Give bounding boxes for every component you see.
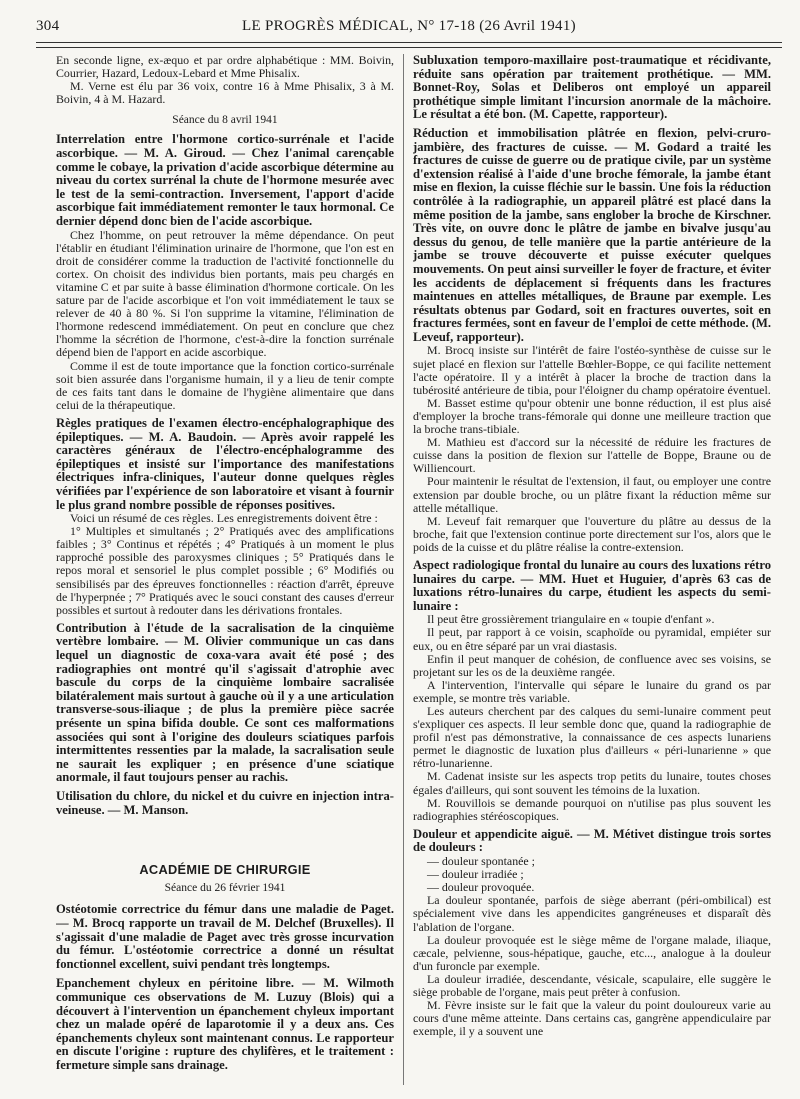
section-heading-academie: ACADÉMIE DE CHIRURGIE bbox=[139, 862, 311, 878]
paragraph: 1° Multiples et simultanés ; 2° Pratiqués avec des amplifications faibles ; 3° Continus et répétés ; 4° Pratiqués à un moment le plus rapproché possible des paroxysmes cliniques ; 5° Pratiqués dans le repos moral et sensoriel le plus complet possible ; 6° Modifiés ou sensibilisés par des épreuves fonctionnelles : réaction d'arrêt, épreuve de l'hyperpnée ; 7° Pratiqués avec le souci constant des causes d'erreur possibles et surtout à redouter dans les dérivations frontales. bbox=[56, 524, 394, 617]
paragraph: Enfin il peut manquer de cohésion, de confluence avec ses voisins, se projetant sur les os de la deuxième rangée. bbox=[413, 651, 771, 679]
article-eeg-epileptiques: Règles pratiques de l'examen électro-encéphalographique des épileptiques. — M. A. Baudoin. — Après avoir rappelé les caractères généraux de l'électro-encéphalogramme des épileptiques et insisté sur l'importance des manifestations électriques infra-cliniques, l'auteur donne quelques règles vérifiées par l'expérience de son laboratoire et visant à fournir le plus grand nombre possible de réponses positives. bbox=[56, 415, 394, 512]
list-item: — douleur spontanée ; bbox=[427, 854, 535, 869]
list-item: — douleur irradiée ; bbox=[427, 867, 524, 882]
paragraph: La douleur irradiée, descendante, vésicale, scapulaire, elle suggère le siège probable de l'organe, mais peut prêter à confusion. bbox=[413, 971, 771, 999]
paragraph: Pour maintenir le résultat de l'extension, il faut, ou employer une contre extension par double broche, ou un plâtre fixant la réduction même sur attelle métallique. bbox=[413, 474, 771, 515]
article-subluxation: Subluxation temporo-maxillaire post-traumatique et récidivante, réduite sans opération par traitement prothétique. — MM. Bonnet-Roy, Solas et Deliberos ont employé un appareil prothétique simple limitant l'incursion anormale de la mâchoire. Le résultat a été bon. (M. Capette, rapporteur). bbox=[413, 54, 771, 122]
paragraph: Voici un résumé de ces règles. Les enregistrements doivent être : bbox=[70, 511, 378, 526]
seance-date: Séance du 8 avril 1941 bbox=[172, 114, 278, 127]
election-paragraph: M. Verne est élu par 36 voix, contre 16 à Mme Phisalix, 3 à M. Boivin, 4 à M. Hazard. bbox=[56, 79, 394, 107]
paragraph: M. Mathieu est d'accord sur la nécessité de réduire les fractures de cuisse dans la position de flexion sur l'attelle de Boppe, Braune ou de Williencourt. bbox=[413, 435, 771, 476]
article-lunaire-carpe: Aspect radiologique frontal du lunaire au cours des luxations rétro lunaires du carpe. — MM. Huet et Huguier, d'après 63 cas de luxations rétro-lunaires du carpe, étudient les aspects du semi-lunaire : bbox=[413, 557, 771, 613]
paragraph: Chez l'homme, on peut retrouver la même dépendance. On peut l'établir en étudiant l'élimination urinaire de l'hormone, que l'on est en droit de considérer comme la traduction de l'activité fonctionnelle du cortex. On choisit des individus bien portants, mais peu chargés en vitamine C et par suite à basse élimination d'hormone corticale. On les sature par de l'acide ascorbique et l'on voit immédiatement le taux se relever de 40 à 80 %. Si l'on supprime la vitamine, l'élimination de l'hormone redescend immédiatement. On peut en conclure que chez l'homme la sécrétion de l'hormone, c'est-à-dire la fonction surrénale dépend bien de l'apport en acide ascorbique. bbox=[56, 227, 394, 360]
paragraph: La douleur spontanée, parfois de siège aberrant (péri-ombilical) est spécialement vive dans les appendicites gangréneuses et disparaît dès l'ablation de l'organe. bbox=[413, 893, 771, 934]
paragraph: A l'intervention, l'intervalle qui sépare le lunaire du grand os par exemple, se montre très variable. bbox=[413, 677, 771, 705]
seance-date: Séance du 26 février 1941 bbox=[164, 882, 286, 895]
article-appendicite: Douleur et appendicite aiguë. — M. Métivet distingue trois sortes de douleurs : bbox=[413, 826, 771, 855]
paragraph: M. Basset estime qu'pour obtenir une bonne réduction, il est plus aisé d'employer la broche trans-fémorale qui donne une meilleure traction que la broche trans-tibiale. bbox=[413, 395, 771, 437]
article-epanchement-chyleux: Epanchement chyleux en péritoine libre. — M. Wilmoth communique ces observations de M. Luzuy (Blois) qui a découvert à l'intervention un épanchement chyleux important chez un malade opéré de laparotomie il y a deux ans. Ces épanchements chyleux sont maintenant connus. Le rapporteur en discute l'origine : rupture des chylifères, et le traitement : fermeture simple sans drainage. bbox=[56, 976, 394, 1072]
paragraph: Il peut, par rapport à ce voisin, scaphoïde ou pyramidal, empiéter sur eux, ou en être séparé par un vrai diastasis. bbox=[413, 625, 771, 653]
paragraph: M. Rouvillois se demande pourquoi on n'utilise pas plus souvent les radiographies stéréoscopiques. bbox=[413, 795, 771, 823]
paragraph: M. Cadenat insiste sur les aspects trop petits du lunaire, toutes choses égales d'ailleurs, qui sont souvent les témoins de la luxation. bbox=[413, 769, 771, 797]
paragraph: M. Fèvre insiste sur le fait que la valeur du point douloureux varie au cours d'une même atteinte. Dans certains cas, gangrène appendiculaire par exemple, il y a souvent une bbox=[413, 998, 771, 1039]
article-hormone-ascorbique: Interrelation entre l'hormone cortico-surrénale et l'acide ascorbique. — M. A. Giroud. — Chez l'animal carençable comme le cobaye, la privation d'acide ascorbique détermine au niveau du cortex surrénal la chute de l'hormone mesurée avec le test de la semi-contraction. Inversement, l'apport d'acide ascorbique fait immédiatement remonter le taux hormonal. Ce dernier dépend donc bien de l'acide ascorbique. bbox=[56, 132, 394, 229]
paragraph: Les auteurs cherchent par des calques du semi-lunaire comment peut s'expliquer ces aspects. Il leur semble donc que, quand la radiographie de profil n'est pas démonstrative, la connaissance de ces aspects lunariens permet le diagnostic de luxation plus d'ailleurs « péri-lunarienne » que rétro-lunarienne. bbox=[413, 704, 771, 771]
column-divider bbox=[403, 54, 404, 1085]
list-item: — douleur provoquée. bbox=[427, 880, 535, 895]
paragraph: Il peut être grossièrement triangulaire en « toupie d'enfant ». bbox=[427, 612, 715, 627]
paragraph: M. Leveuf fait remarquer que l'ouverture du plâtre au dessus de la broche, fait que l'extension continue porte directement sur l'os, alors que le poids de la cuisse et du plâtre réalise la contre-extension. bbox=[413, 513, 771, 554]
left-column bbox=[56, 54, 394, 1093]
page-number: 304 bbox=[36, 18, 60, 34]
right-column bbox=[413, 54, 771, 1093]
header-rule bbox=[36, 42, 782, 48]
paragraph: La douleur provoquée est le siège même de l'organe malade, iliaque, cæcale, pelvienne, sous-hépatique, gauche, etc..., analogue à la douleur d'un furoncle par exemple. bbox=[413, 932, 771, 973]
paragraph: Comme il est de toute importance que la fonction cortico-surrénale soit bien assurée dans l'organisme humain, il y a lieu de tenir compte de ces faits tant dans le domaine de l'hygiène alimentaire que dans celui de la thérapeutique. bbox=[56, 358, 394, 412]
article-chlore-nickel-cuivre: Utilisation du chlore, du nickel et du cuivre en injection intra-veineuse. — M. Manson. bbox=[56, 788, 394, 817]
intro-paragraph: En seconde ligne, ex-æquo et par ordre alphabétique : MM. Boivin, Courrier, Hazard, Ledoux-Lebard et Mme Phisalix. bbox=[56, 54, 394, 81]
paragraph: M. Brocq insiste sur l'intérêt de faire l'ostéo-synthèse de cuisse sur le sujet placé en flexion sur l'attelle Bœhler-Boppe, ce qui facilite nettement l'acte opératoire. Il y a intérêt à placer la broche de traction dans la tubérosité antérieure de tibia, pour l'éloigner du champ opératoire éventuel. bbox=[413, 343, 771, 397]
journal-title: LE PROGRÈS MÉDICAL, N° 17-18 (26 Avril 1941) bbox=[242, 18, 576, 34]
page-header bbox=[36, 18, 782, 40]
article-fractures-cuisse: Réduction et immobilisation plâtrée en flexion, pelvi-cruro-jambière, des fractures de cuisse. — M. Godard a traité les fractures de cuisse de guerre ou de pratique civile, par un système d'extension réalisé à l'aide d'une broche fémorale, la jambe étant mise en flexion, la cuisse fléchie sur le bassin. Une fois la réduction contrôlée à la radiographie, un appareil plâtré est placé dans la même position de la jambe, sans englober la broche de Kirschner. Très vite, on ouvre donc le plâtre de jambe en bivalve jusqu'au dessus du genou, de telle manière que la partie antérieure de la jambe se trouve découverte et puisse exécuter quelques mouvements. On peut ainsi surveiller le foyer de fracture, et éviter les accidents de déplacement si fréquents dans les fractures maintenues en attelles métalliques, de Braune par exemple. Les résultats obtenus par Godard, soit en fractures ouvertes, soit en fractures fermées, sont en faveur de l'emploi de cette méthode. (M. Leveuf, rapporteur). bbox=[413, 125, 771, 344]
article-osteotomie-paget: Ostéotomie correctrice du fémur dans une maladie de Paget. — M. Brocq rapporte un travail de M. Delchef (Bruxelles). Il s'agissait d'une maladie de Paget avec très grosse incurvation du fémur. L'ostéotomie correctrice a donné un résultat fonctionnel excellent, suivi pendant très longtemps. bbox=[56, 902, 394, 971]
article-sacralisation: Contribution à l'étude de la sacralisation de la cinquième vertèbre lombaire. — M. Olivier communique un cas dans lequel un diagnostic de coxa-vara avait été posé ; des radiographies ont montré qu'il s'agissait d'atrophie avec bascule du corps de la cinquième lombaire sacralisée bilatéralement mais surtout à gauche où il y a une articulation transverse-sous-iliaque ; de plus la première pièce sacrée présente un spina bifida double. Ce sont ces malformations associées qui sont à l'origine des douleurs sciatiques parfois intermittentes ressenties par la malade, la sacralisation seule ne saurait les expliquer ; en présence d'une sciatique anormale, il faut toujours penser au rachis. bbox=[56, 620, 394, 785]
